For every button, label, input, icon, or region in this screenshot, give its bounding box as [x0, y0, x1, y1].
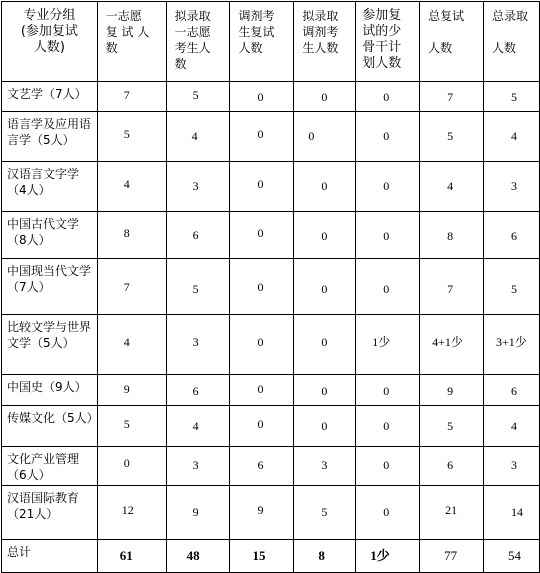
value-cell [356, 447, 420, 486]
value-text: 77 [444, 548, 458, 563]
total-row [2, 540, 540, 573]
value-cell [356, 315, 420, 375]
value-text: 0 [383, 229, 390, 243]
table-row [2, 315, 540, 375]
value-cell [420, 259, 484, 315]
value-text: 3 [192, 335, 199, 349]
value-cell [166, 315, 230, 375]
value-cell [420, 162, 484, 212]
value-cell [483, 212, 539, 259]
value-text: 8 [123, 226, 130, 240]
value-text: 4 [447, 179, 454, 193]
value-cell [420, 212, 484, 259]
value-cell [166, 540, 230, 573]
value-cell [420, 406, 484, 447]
value-cell [294, 259, 356, 315]
row-label: 中国现当代文学（7人） [2, 259, 98, 315]
value-text: 1少 [372, 335, 391, 349]
value-cell [294, 486, 356, 540]
header-total-retest: 总复试 人数 [420, 2, 484, 82]
header-first-choice-retest: 一志愿 复 试 人 数 [97, 2, 166, 82]
row-label: 文艺学（7人） [2, 82, 98, 112]
value-cell [294, 112, 356, 162]
value-text: 0 [383, 129, 390, 143]
value-text: 5 [447, 419, 454, 433]
value-cell [420, 112, 484, 162]
value-cell [356, 406, 420, 447]
value-cell [97, 447, 166, 486]
value-cell [356, 112, 420, 162]
value-cell [97, 162, 166, 212]
value-text: 0 [308, 129, 315, 143]
value-text: 0 [383, 384, 390, 398]
table-row [2, 406, 540, 447]
value-text: 3 [321, 458, 328, 472]
value-cell [420, 82, 484, 112]
value-text: 0 [257, 177, 264, 191]
value-cell [166, 447, 230, 486]
value-cell [356, 212, 420, 259]
value-text: 0 [321, 282, 328, 296]
value-text: 6 [447, 458, 454, 472]
value-text: 6 [510, 384, 517, 398]
value-text: 0 [383, 458, 390, 472]
value-text: 0 [123, 456, 130, 470]
value-cell [166, 112, 230, 162]
row-label: 传媒文化（5人） [2, 406, 98, 447]
header-transfer-admit: 拟录取 调剂考 生人数 [294, 2, 356, 82]
row-label: 文化产业管理（6人） [2, 447, 98, 486]
value-text: 5 [447, 129, 454, 143]
value-text: 0 [321, 90, 328, 104]
value-cell [294, 375, 356, 406]
value-cell [97, 82, 166, 112]
value-cell [230, 540, 294, 573]
value-text: 0 [383, 505, 390, 519]
value-cell [483, 82, 539, 112]
value-text: 1少 [370, 548, 390, 563]
value-text: 0 [321, 179, 328, 193]
value-text: 8 [447, 229, 454, 243]
value-text: 8 [318, 548, 325, 563]
value-text: 5 [510, 90, 517, 104]
header-first-choice-admit: 拟录取 一志愿 考生人 数 [166, 2, 230, 82]
value-cell [420, 447, 484, 486]
value-cell [166, 212, 230, 259]
value-cell [420, 375, 484, 406]
value-text: 5 [321, 505, 328, 519]
value-cell [294, 406, 356, 447]
header-minority-plan: 参加复 试的少 骨干计 划人数 [356, 2, 420, 82]
value-cell [230, 162, 294, 212]
value-cell [483, 486, 539, 540]
value-cell [97, 406, 166, 447]
value-cell [420, 486, 484, 540]
value-text: 0 [257, 280, 264, 294]
value-text: 4 [123, 335, 130, 349]
value-cell [294, 315, 356, 375]
value-text: 5 [192, 88, 199, 102]
value-text: 21 [445, 503, 458, 517]
value-text: 3 [510, 179, 517, 193]
header-major-group: 专业分组 (参加复试 人数) [2, 2, 98, 82]
row-label: 汉语言文字学（4人） [2, 162, 98, 212]
value-text: 3 [192, 179, 199, 193]
value-cell [230, 82, 294, 112]
table-row [2, 212, 540, 259]
value-cell [97, 486, 166, 540]
value-cell [166, 259, 230, 315]
value-cell [356, 540, 420, 573]
value-cell [356, 375, 420, 406]
value-text: 9 [192, 505, 199, 519]
table-row [2, 259, 540, 315]
value-cell [230, 375, 294, 406]
value-text: 0 [383, 282, 390, 296]
value-text: 0 [383, 419, 390, 433]
header-row [2, 2, 540, 82]
value-cell [356, 486, 420, 540]
value-text: 0 [257, 382, 264, 396]
value-cell [230, 212, 294, 259]
value-cell [483, 406, 539, 447]
value-cell [420, 540, 484, 573]
value-cell [483, 315, 539, 375]
header-transfer-retest: 调剂考 生复试 人数 [230, 2, 294, 82]
value-text: 0 [257, 226, 264, 240]
value-text: 5 [123, 417, 130, 431]
value-text: 0 [383, 90, 390, 104]
total-label: 总计 [2, 540, 98, 573]
value-cell [166, 375, 230, 406]
value-text: 15 [252, 548, 266, 563]
value-cell [294, 540, 356, 573]
table-row [2, 486, 540, 540]
value-cell [230, 406, 294, 447]
table-row [2, 447, 540, 486]
value-text: 12 [121, 503, 134, 517]
value-text: 0 [321, 384, 328, 398]
value-cell [97, 212, 166, 259]
value-cell [483, 162, 539, 212]
value-cell [230, 447, 294, 486]
row-label: 汉语国际教育（21人） [2, 486, 98, 540]
row-label: 中国古代文学（8人） [2, 212, 98, 259]
value-text: 0 [321, 335, 328, 349]
value-text: 4+1少 [432, 335, 463, 349]
value-text: 3+1少 [495, 335, 527, 349]
value-cell [483, 540, 539, 573]
row-label: 中国史（9人） [2, 375, 98, 406]
value-cell [97, 540, 166, 573]
value-text: 48 [186, 548, 200, 563]
value-text: 3 [510, 458, 517, 472]
value-text: 9 [447, 384, 454, 398]
value-cell [97, 259, 166, 315]
value-text: 7 [447, 282, 454, 296]
value-cell [483, 375, 539, 406]
value-text: 5 [123, 127, 130, 141]
value-text: 4 [191, 129, 198, 143]
value-cell [483, 447, 539, 486]
value-cell [294, 82, 356, 112]
value-text: 5 [192, 282, 199, 296]
value-text: 6 [192, 228, 199, 242]
value-cell [97, 315, 166, 375]
value-text: 6 [192, 384, 199, 398]
value-cell [166, 486, 230, 540]
value-cell [166, 406, 230, 447]
value-text: 0 [321, 229, 328, 243]
value-text: 5 [510, 282, 517, 296]
value-cell [356, 162, 420, 212]
value-cell [420, 315, 484, 375]
value-cell [230, 315, 294, 375]
admission-table [1, 1, 540, 573]
value-text: 14 [510, 505, 523, 519]
value-cell [294, 162, 356, 212]
value-text: 4 [192, 419, 199, 433]
value-text: 61 [119, 548, 133, 563]
value-text: 6 [257, 458, 264, 472]
value-cell [356, 82, 420, 112]
value-text: 6 [510, 229, 517, 243]
value-text: 9 [257, 503, 264, 517]
value-text: 0 [321, 419, 328, 433]
value-cell [294, 212, 356, 259]
value-text: 0 [257, 127, 264, 141]
value-text: 7 [447, 90, 454, 104]
value-text: 0 [257, 335, 264, 349]
value-text: 0 [257, 417, 264, 431]
table-row [2, 82, 540, 112]
value-text: 4 [510, 129, 517, 143]
value-cell [166, 82, 230, 112]
value-cell [230, 112, 294, 162]
value-text: 7 [123, 88, 130, 102]
value-cell [230, 259, 294, 315]
value-text: 4 [123, 177, 130, 191]
value-cell [166, 162, 230, 212]
value-cell [294, 447, 356, 486]
table-row [2, 112, 540, 162]
value-cell [483, 112, 539, 162]
value-cell [356, 259, 420, 315]
value-cell [483, 259, 539, 315]
value-text: 54 [507, 548, 521, 563]
value-cell [97, 375, 166, 406]
value-text: 9 [123, 382, 130, 396]
value-cell [230, 486, 294, 540]
table-row [2, 375, 540, 406]
value-text: 0 [257, 90, 264, 104]
value-text: 4 [510, 419, 517, 433]
value-text: 0 [383, 179, 390, 193]
table-row [2, 162, 540, 212]
value-cell [97, 112, 166, 162]
value-text: 7 [123, 280, 130, 294]
row-label: 语言学及应用语言学（5人） [2, 112, 98, 162]
value-text: 3 [192, 458, 199, 472]
row-label: 比较文学与世界文学（5人） [2, 315, 98, 375]
header-total-admit: 总录取 人数 [483, 2, 539, 82]
